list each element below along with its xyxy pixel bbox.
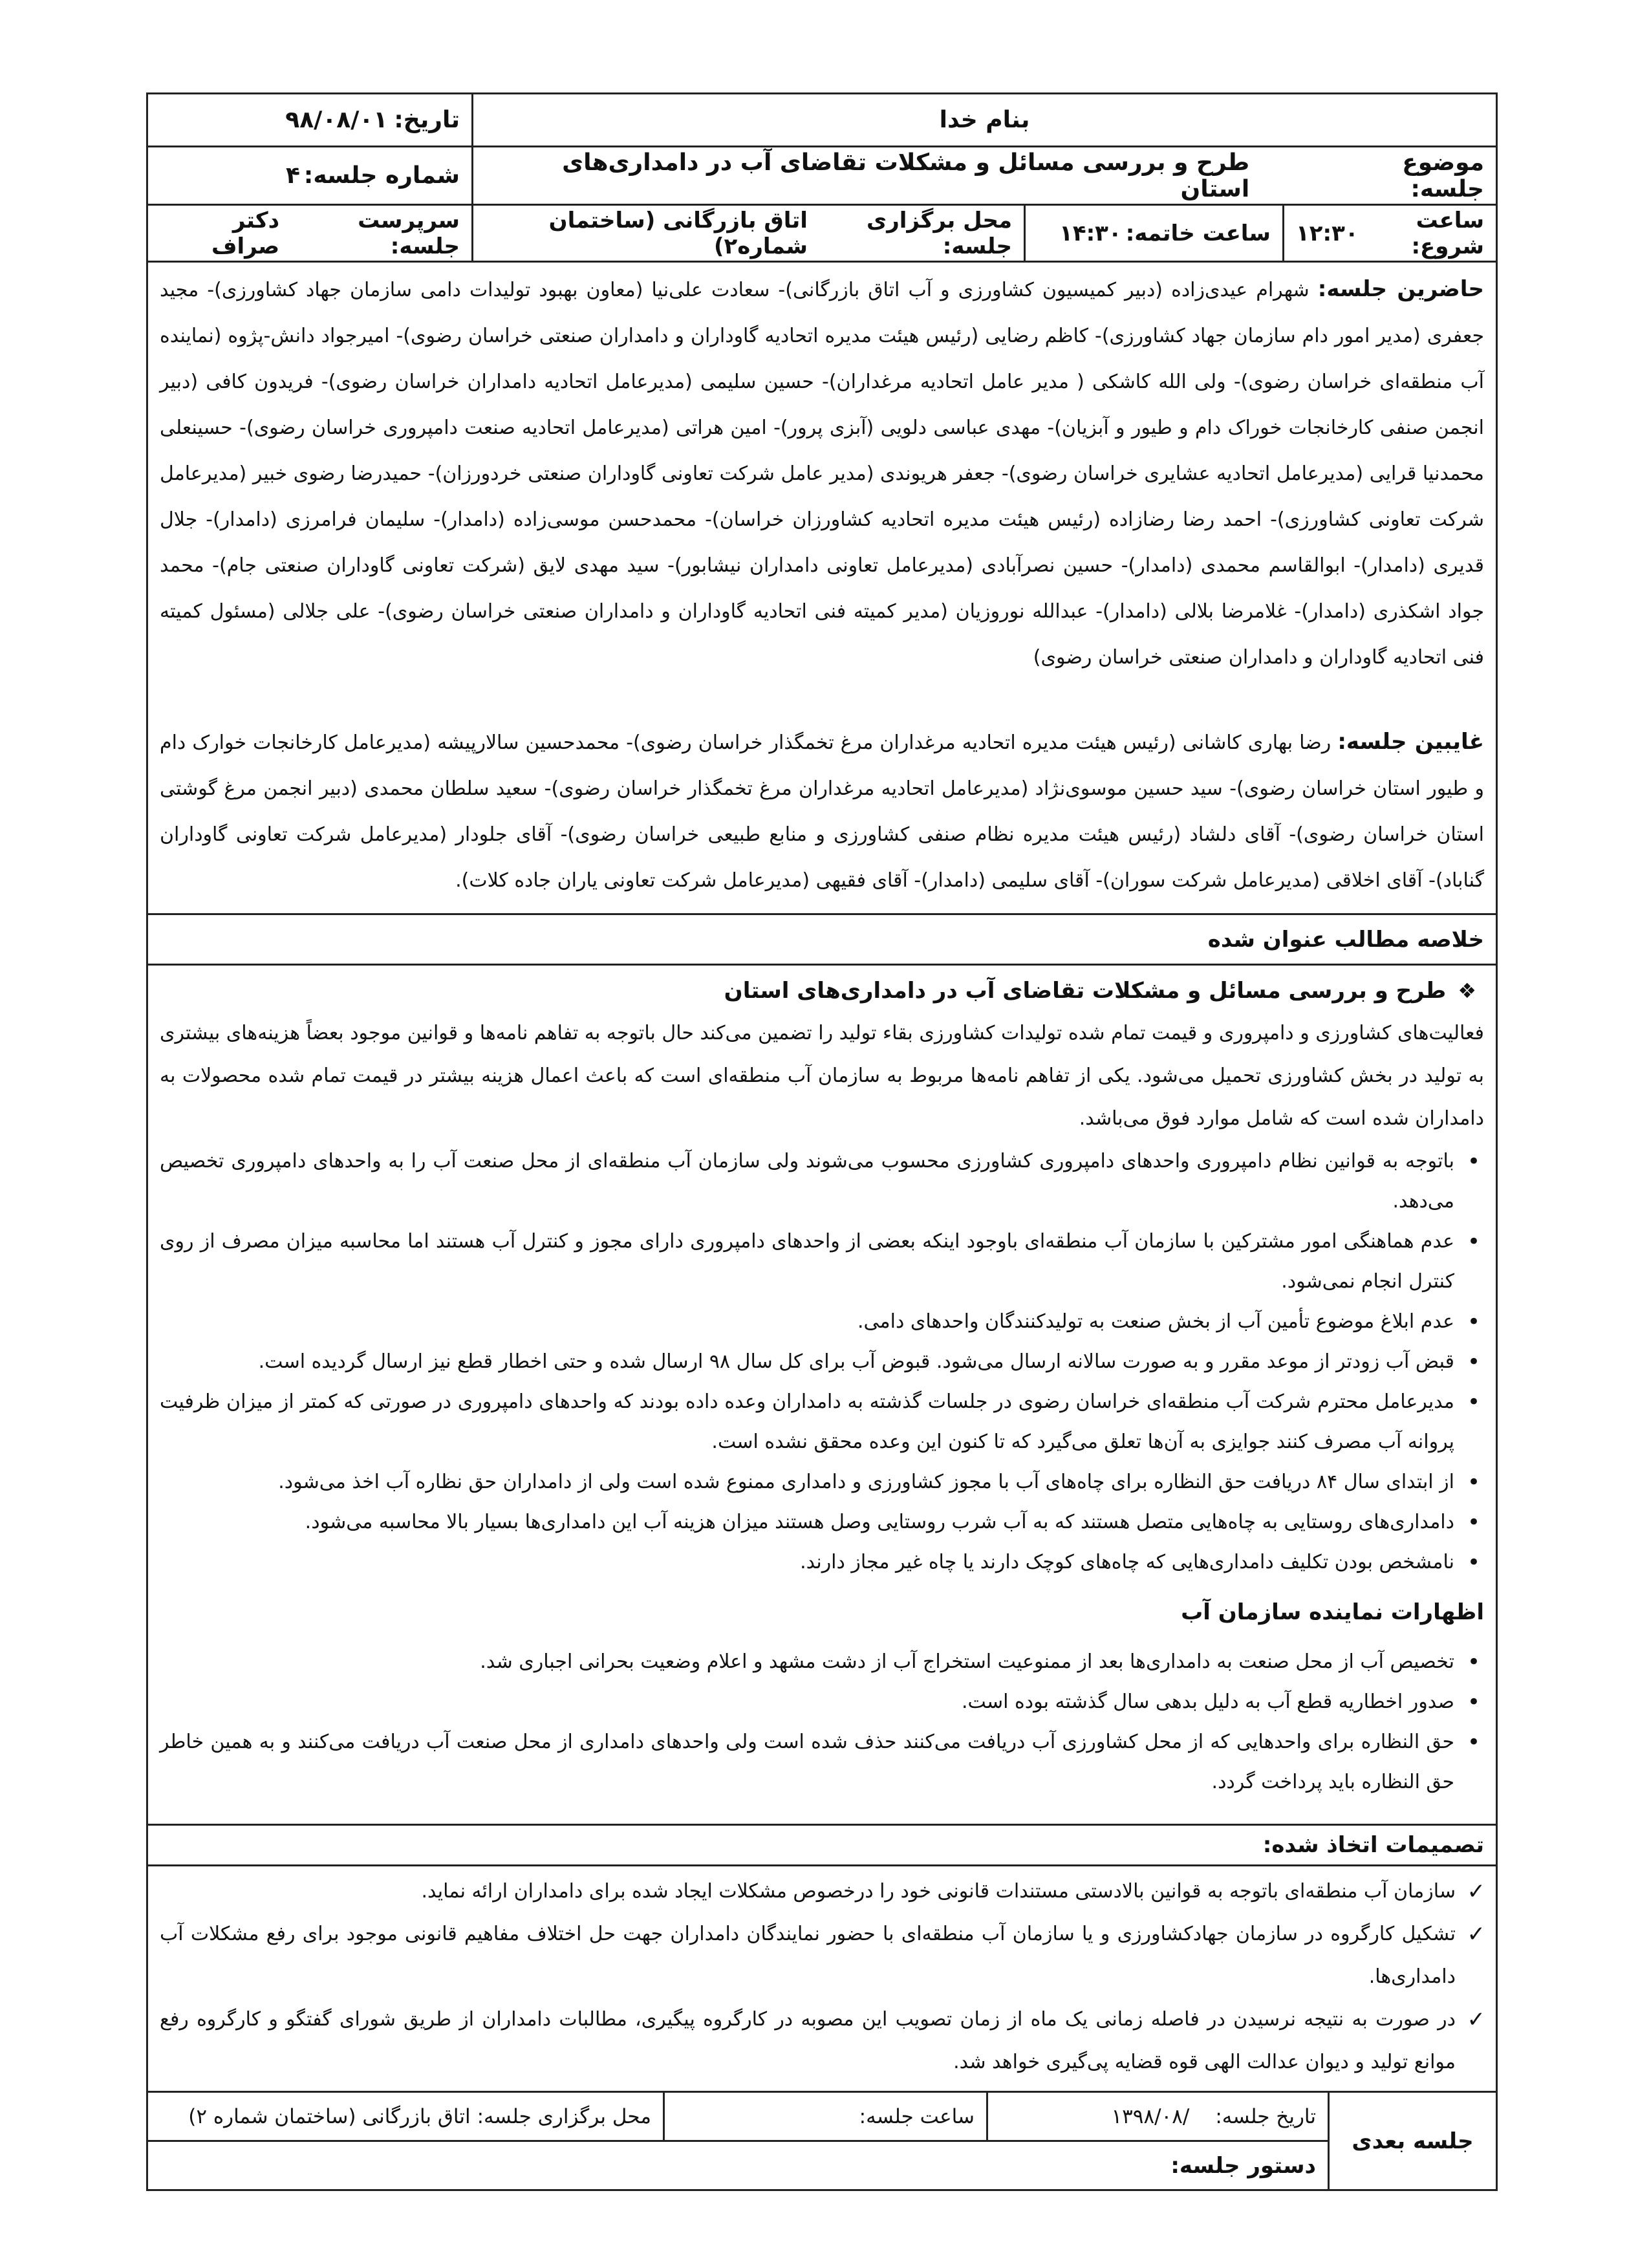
absentees-label: غایبین جلسه: (1337, 729, 1484, 755)
start-time-cell (1282, 206, 1496, 261)
date-label: تاریخ: (394, 107, 460, 133)
attendees-label: حاضرین جلسه: (1317, 276, 1484, 302)
venue-label: محل برگزاری جلسه: (867, 207, 1012, 259)
list-item: ✓ در صورت به نتیجه نرسیدن در فاصله زمانی یک ماه از زمان تصویب این مصوبه در کارگروه پیگیری، مطالبات دامداران از طریق شورای گفتگو و کارگروه رفع موانع تولید و دیوان عدالت الهی قوه قضایه پی‌گیری خواهد شد. (160, 1998, 1488, 2084)
end-time-value: ۱۴:۳۰ (1059, 220, 1122, 246)
attendees-text: شهرام عیدی‌زاده (دبیر کمیسیون کشاورزی و آب اتاق بازرگانی)- سعادت علی‌نیا (معاون بهبود تولیدات دامی سازمان جهاد کشاورزی)- مجید جعفری (مدیر امور دام سازمان جهاد کشاورزی)- کاظم رضایی (رئیس هیئت مدیره اتحادیه گاوداران و دامداران صنعتی خراسان رضوی)- امیرجواد دانش-پژوه (نماینده آب منطقه‌ای خراسان رضوی)- ولی الله کاشکی ( مدیر عامل اتحادیه مرغداران)- حسین سلیمی (مدیرعامل اتحادیه دامداران خراسان رضوی)- فریدون کافی (دبیر انجمن صنفی کارخانجات خوراک دام و طیور و آبزیان)- مهدی عباسی دلویی (آبزی پرور)- امین هراتی (مدیرعامل اتحادیه صنعت دامپروری خراسان رضوی)- حسینعلی محمدنیا قرایی (مدیرعامل اتحادیه عشایری خراسان رضوی)- جعفر هریوندی (مدیر عامل شرکت تعاونی گاوداران صنعتی خردورزان)- حمیدرضا رضوی خبیر (مدیرعامل شرکت تعاونی کشاورزی)- احمد رضا رضازاده (رئیس هیئت مدیره اتحادیه کشاورزان خراسان)- محمدحسن موسی‌زاده (دامدار)- سلیمان فرامرزی (دامدار)- جلال قدیری (دامدار)- ابوالقاسم محمدی (دامدار)- حسین نصرآبادی (مدیرعامل تعاونی دامداران نیشابور)- سید مهدی لایق (شرکت تعاونی گاوداران صنعتی جام)- محمد جواد اشکذری (دامدار)- غلامرضا بلالی (دامدار)- عبدالله نوروزیان (مدیر کمیته فنی اتحادیه گاوداران و دامداران صنعتی خراسان رضوی)- علی جلالی (مسئول کمیته فنی اتحادیه گاوداران و دامداران صنعتی خراسان رضوی) (160, 279, 1484, 669)
minutes-form (146, 92, 1498, 2191)
decisions-title-cell (148, 1826, 1496, 1864)
summary-intro-text: فعالیت‌های کشاورزی و دامپروری و قیمت تمام شده تولیدات کشاورزی بقاء تولید را تضمین می‌کند حال باتوجه به تفاهم نامه‌ها و قوانین موجود بعضاً هزینه‌های بیشتری به تولید در بخش کشاورزی تحمیل می‌شود. یکی از تفاهم نامه‌ها مربوط به سازمان آب منطقه‌ای است که باعث اعمال هزینه بیشتر در قیمت تمام شده محصولات به دامداران شده است که شامل موارد فوق می‌باشد. (160, 1022, 1484, 1130)
summary-body (148, 966, 1496, 1826)
header-row-2 (148, 147, 1496, 206)
list-item: • از ابتدای سال ۸۴ دریافت حق النظاره برای چاه‌های آب با مجوز کشاورزی و دامداری ممنوع شده است ولی از دامداران حق نظاره آب اخذ می‌شود. (160, 1462, 1484, 1502)
list-item: • نامشخص بودن تکلیف دامداری‌هایی که چاه‌های کوچک دارند یا چاه غیر مجاز دارند. (160, 1542, 1484, 1582)
bismillah-cell (471, 94, 1496, 146)
next-session-venue-cell (148, 2093, 663, 2140)
water-rep-title: اظهارات نماینده سازمان آب (1181, 1599, 1484, 1625)
attendees-paragraph (160, 266, 1484, 680)
next-session-agenda-label: دستور جلسه: (1170, 2152, 1316, 2179)
decisions-body (148, 1866, 1496, 2093)
list-item: • حق النظاره برای واحدهایی که از محل کشاورزی آب دریافت می‌کنند حذف شده است ولی واحدهای دامداری از محل صنعت آب دریافت می‌کنند و به همین خاطر حق النظاره باید پرداخت گردد. (160, 1722, 1484, 1802)
next-session-date-value: /۱۳۹۸/۰۸ (1111, 2104, 1190, 2128)
water-rep-list (160, 1642, 1484, 1802)
next-session-time-cell (663, 2093, 986, 2140)
decisions-title-row (148, 1826, 1496, 1866)
subject-cell (471, 147, 1496, 204)
participants-section (148, 263, 1496, 915)
next-session-agenda (148, 2142, 1328, 2189)
bismillah: بنام خدا (939, 107, 1030, 133)
list-item: ✓ تشکیل کارگروه در سازمان جهادکشاورزی و یا سازمان آب منطقه‌ای با حضور نمایندگان دامداران جهت حل اختلاف مفاهیم قانونی موجود برای رفع مشکلات آب دامداری‌ها. (160, 1913, 1488, 1998)
list-item: • عدم ابلاغ موضوع تأمین آب از بخش صنعت به تولیدکنندگان واحدهای دامی. (160, 1302, 1484, 1342)
summary-intro (160, 1012, 1484, 1140)
next-session-section (148, 2093, 1496, 2189)
list-item: • صدور اخطاریه قطع آب به دلیل بدهی سال گذشته بوده است. (160, 1682, 1484, 1722)
header-row-3 (148, 206, 1496, 263)
list-item: ✓ سازمان آب منطقه‌ای باتوجه به قوانین بالادستی مستندات قانونی خود را درخصوص مشکلات ایجاد شده برای دامداران ارائه نماید. (160, 1870, 1488, 1913)
topic-heading (724, 971, 1476, 1011)
list-item: • عدم هماهنگی امور مشترکین با سازمان آب منطقه‌ای باوجود اینکه بعضی از واحدهای دامپروری دارای مجوز و کنترل آب هستند اما محاسبه میزان مصرف از روی کنترل انجام نمی‌شود. (160, 1222, 1484, 1302)
summary-title-row (148, 915, 1496, 966)
chair-label: سرپرست جلسه: (358, 207, 460, 259)
list-item: • دامداری‌های روستایی به چاه‌هایی متصل هستند که به آب شرب روستایی وصل هستند میزان هزینه آب این دامداری‌ها بسیار بالا محاسبه می‌شود. (160, 1502, 1484, 1542)
list-item: • مدیرعامل محترم شرکت آب منطقه‌ای خراسان رضوی در جلسات گذشته به دامداران وعده داده بودند که واحدهای دامپروری در صورتی که کمتر از میزان ظرفیت پروانه آب مصرف کنند جوایزی به آن‌ها تعلق می‌گیرد که تا کنون این وعده محقق نشده است. (160, 1382, 1484, 1462)
decisions-list (160, 1870, 1488, 2084)
next-session-date-cell (986, 2093, 1328, 2140)
next-session-date-label: تاریخ جلسه: (1215, 2104, 1316, 2128)
session-number-label: شماره جلسه: (303, 162, 460, 189)
subject-label: موضوع جلسه: (1402, 149, 1484, 202)
start-time-value: ۱۲:۳۰ (1296, 220, 1359, 246)
session-number-cell (148, 147, 471, 204)
topic-title: طرح و بررسی مسائل و مشکلات تقاضای آب در دامداری‌های استان (724, 978, 1447, 1004)
venue-value: اتاق بازرگانی (ساختمان شماره۲) (548, 207, 808, 259)
list-item: • قبض آب زودتر از موعد مقرر و به صورت سالانه ارسال می‌شود. قبوض آب برای کل سال ۹۸ ارسال شده و حتی اخطار قطع نیز ارسال گردیده است. (160, 1342, 1484, 1382)
summary-title: خلاصه مطالب عنوان شده (1207, 926, 1484, 953)
diamond-bullet-icon: ❖ (1458, 978, 1476, 1003)
list-item: • باتوجه به قوانین نظام دامپروری واحدهای دامپروری کشاورزی محسوب می‌شوند ولی سازمان آب منطقه‌ای از محل صنعت آب را به واحدهای دامپروری تخصیص می‌دهد. (160, 1141, 1484, 1222)
chair-cell (148, 206, 471, 261)
absentees-paragraph (160, 719, 1484, 903)
session-number-value: ۴ (285, 162, 300, 189)
start-time-label: ساعت شروع: (1411, 207, 1484, 259)
end-time-cell (1024, 206, 1282, 261)
chair-value: دکتر صراف (211, 207, 280, 259)
summary-title-cell (148, 915, 1496, 964)
issues-list (160, 1141, 1484, 1582)
next-session-venue-label: محل برگزاری جلسه: (477, 2104, 651, 2128)
header-row-1 (148, 94, 1496, 147)
next-session-time-label: ساعت جلسه: (859, 2104, 975, 2128)
list-item: • تخصیص آب از محل صنعت به دامداری‌ها بعد از ممنوعیت استخراج آب از دشت مشهد و اعلام وضعیت بحرانی اجباری شد. (160, 1642, 1484, 1682)
next-session-venue-value: اتاق بازرگانی (ساختمان شماره ۲) (188, 2104, 471, 2128)
next-session-label: جلسه بعدی (1352, 2128, 1474, 2154)
absentees-text: رضا بهاری کاشانی (رئیس هیئت مدیره اتحادیه مرغداران مرغ تخمگذار خراسان رضوی)- محمدحسین سالارپیشه (مدیرعامل کارخانجات خوارک دام و طیور استان خراسان رضوی)- سید حسین موسوی‌نژاد (مدیرعامل اتحادیه مرغداران مرغ تخمگذار خراسان رضوی)- سعید سلطان محمدی (دبیر انجمن مرغ گوشتی استان خراسان رضوی)- آقای دلشاد (رئیس هیئت مدیره نظام صنفی کشاورزی و منابع طبیعی خراسان رضوی)- آقای جلودار (مدیرعامل شرکت تعاونی گاوداران گناباد)- آقای اخلاقی (مدیرعامل شرکت سوران)- آقای سلیمی (دامدار)- آقای فقیهی (مدیرعامل شرکت تعاونی یاران جاده کلات). (160, 731, 1484, 892)
subject-value: طرح و بررسی مسائل و مشکلات تقاضای آب در دامداری‌های استان (562, 149, 1250, 202)
date-value: ۹۸/۰۸/۰۱ (285, 107, 388, 133)
next-session-label-cell (1328, 2093, 1496, 2189)
date-cell (148, 94, 471, 146)
decisions-title: تصمیمات اتخاذ شده: (1262, 1832, 1484, 1858)
venue-cell (471, 206, 1024, 261)
end-time-label: ساعت خاتمه: (1125, 220, 1271, 246)
next-session-info-row (148, 2093, 1328, 2142)
